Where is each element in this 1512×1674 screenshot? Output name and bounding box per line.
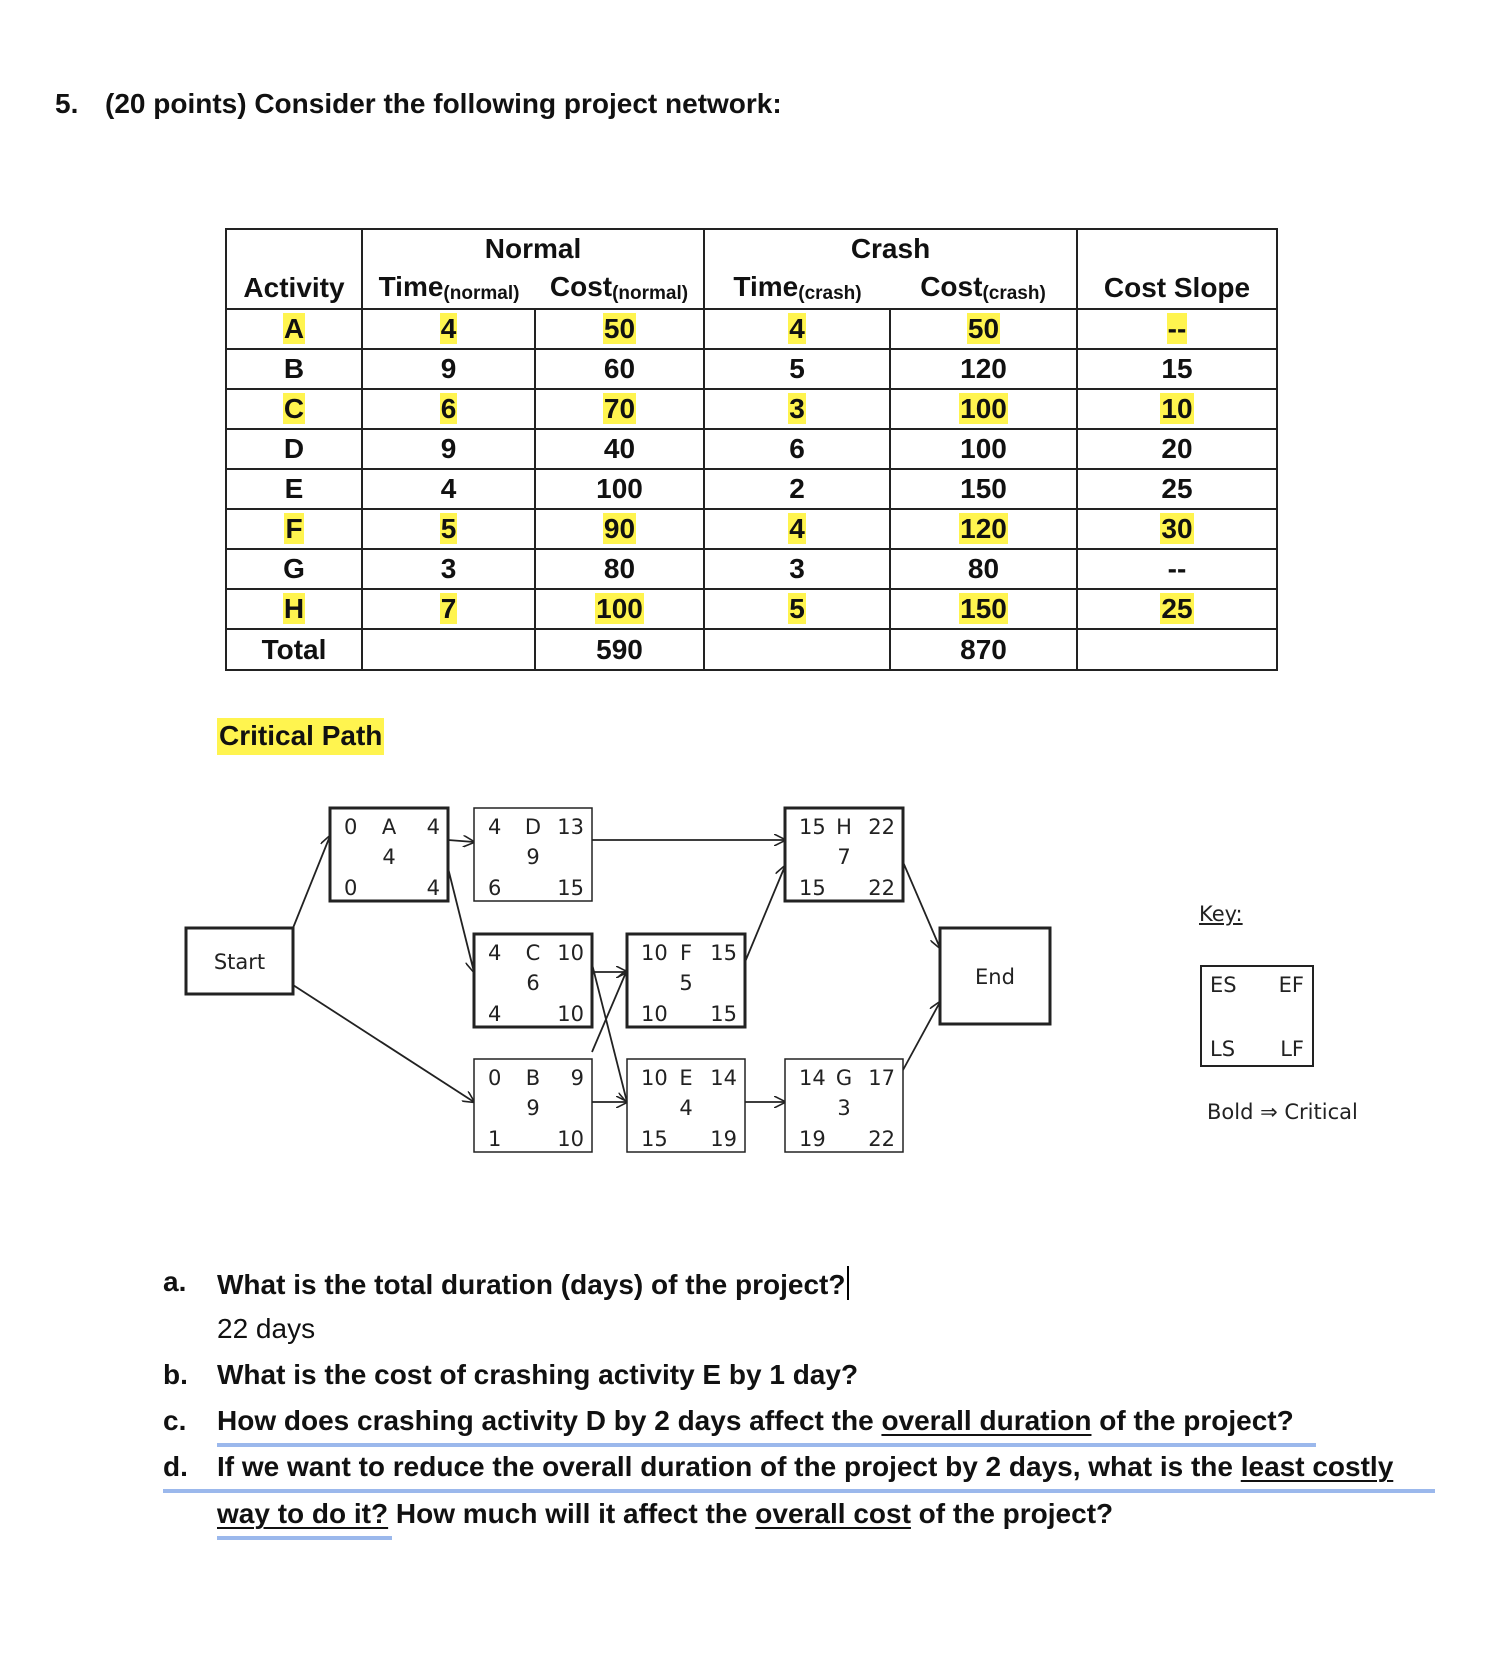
col-time-normal: Time$_{(normal)}$ <box>362 268 535 309</box>
cost-normal-cell-value: 70 <box>603 393 636 424</box>
normal-group-header: Normal <box>362 229 704 268</box>
activity-node-c <box>474 934 592 1027</box>
cost-normal-cell-value: 40 <box>603 433 636 464</box>
network-arrow <box>293 836 330 928</box>
activity-cell-value: G <box>283 553 305 584</box>
time-crash-cell-value: 3 <box>789 393 805 424</box>
cost-crash-cell-value: 120 <box>960 513 1007 544</box>
grammar-underline-d1 <box>163 1489 1435 1493</box>
node-dur: 4 <box>382 845 396 869</box>
node-id: E <box>679 1066 693 1090</box>
part-a-question: What is the total duration (days) of the project? <box>217 1266 849 1301</box>
grammar-underline-c <box>217 1443 1316 1447</box>
cost-normal-cell-value: 50 <box>603 313 636 344</box>
time-normal-cell-value: 3 <box>440 553 457 584</box>
time-crash-cell-value: 4 <box>789 313 805 344</box>
col-cost-crash: Cost$_{(crash)}$ <box>890 268 1077 309</box>
node-id: F <box>679 941 693 965</box>
node-es: 10 <box>641 941 668 965</box>
node-lf: 10 <box>557 1127 584 1151</box>
col-cost-slope: Cost Slope <box>1077 268 1277 309</box>
question-number: 5. <box>55 88 79 119</box>
activity-node-g <box>785 1059 903 1152</box>
node-id: G <box>835 1066 853 1090</box>
node-dur: 4 <box>679 1096 693 1120</box>
activity-cell-value: E <box>284 473 304 504</box>
network-arrow <box>903 862 940 948</box>
cost-crash-cell-value: 120 <box>960 353 1007 384</box>
node-lf: 22 <box>868 876 895 900</box>
node-ef: 14 <box>710 1066 737 1090</box>
cost-crash-cell-value: 150 <box>960 593 1007 624</box>
key-legend: Bold ⇒ Critical <box>1207 1100 1358 1124</box>
time-normal-cell-value: 4 <box>440 473 457 504</box>
part-b-question: What is the cost of crashing activity E by 1 day? <box>217 1359 859 1390</box>
time-crash-cell-value: 5 <box>789 593 805 624</box>
network-arrow <box>745 866 785 962</box>
node-ef: 13 <box>557 815 584 839</box>
node-ef: 10 <box>557 941 584 965</box>
node-ef: 4 <box>426 815 440 839</box>
node-lf: 15 <box>710 1002 737 1026</box>
node-es: 0 <box>344 815 358 839</box>
cost-normal-cell-value: 100 <box>596 593 643 624</box>
cost-crash-cell-value: 150 <box>960 473 1007 504</box>
end-node <box>940 928 1050 1024</box>
cost-slope-cell-value: -- <box>1167 313 1187 344</box>
node-ls: 6 <box>488 876 502 900</box>
col-activity: Activity <box>226 268 362 309</box>
cost-slope-cell-value: 15 <box>1161 353 1193 384</box>
key-es: ES <box>1210 973 1237 997</box>
time-normal-cell-value: 6 <box>440 393 457 424</box>
time-normal-cell-value: 9 <box>440 353 457 384</box>
node-lf: 15 <box>557 876 584 900</box>
cost-slope-cell-value: 25 <box>1161 593 1193 624</box>
node-ls: 15 <box>641 1127 668 1151</box>
part-d-label: d. <box>163 1451 188 1482</box>
node-es: 4 <box>488 941 502 965</box>
node-ef: 22 <box>868 815 895 839</box>
node-ls: 10 <box>641 1002 668 1026</box>
node-ef: 15 <box>710 941 737 965</box>
cost-crash-cell-value: 100 <box>960 393 1007 424</box>
node-id: B <box>525 1066 541 1090</box>
critical-path-label: Critical Path <box>217 718 384 755</box>
time-crash-cell-value: 2 <box>789 473 805 504</box>
node-dur: 9 <box>526 1096 540 1120</box>
time-crash-cell-value: 6 <box>789 433 805 464</box>
grammar-underline-d2 <box>217 1536 392 1540</box>
cost-slope-cell-value: -- <box>1167 553 1187 584</box>
key-lf: LF <box>1280 1037 1304 1061</box>
node-ls: 15 <box>799 876 826 900</box>
network-arrow <box>293 985 474 1102</box>
node-dur: 6 <box>526 971 540 995</box>
node-lf: 10 <box>557 1002 584 1026</box>
node-id: A <box>381 815 397 839</box>
network-arrow <box>448 840 474 842</box>
key-title: Key: <box>1199 902 1243 926</box>
activity-cell-value: C <box>283 393 305 424</box>
part-d-question-line1: If we want to reduce the overall duration of the project by 2 days, what is the least costly <box>217 1451 1394 1482</box>
end-node-label: End <box>975 965 1015 989</box>
node-dur: 5 <box>679 971 693 995</box>
cost-slope-cell-value: 20 <box>1161 433 1193 464</box>
time-normal-cell-value: 7 <box>440 593 457 624</box>
part-c-label: c. <box>163 1405 187 1436</box>
col-cost-normal: Cost$_{(normal)}$ <box>535 268 704 309</box>
key-ls: LS <box>1210 1037 1236 1061</box>
cost-slope-cell-value: 10 <box>1161 393 1193 424</box>
activity-node-e <box>627 1059 745 1152</box>
total-cost-crash: 870 <box>890 629 1077 670</box>
cost-crash-cell-value: 50 <box>967 313 1000 344</box>
node-ls: 19 <box>799 1127 826 1151</box>
activity-cell-value: D <box>283 433 305 464</box>
node-id: H <box>836 815 852 839</box>
start-node <box>186 928 293 994</box>
key-ef: EF <box>1278 973 1304 997</box>
cost-slope-cell-value: 30 <box>1161 513 1193 544</box>
cost-crash-cell-value: 100 <box>960 433 1007 464</box>
total-label: Total <box>226 629 362 670</box>
time-normal-cell-value: 5 <box>440 513 457 544</box>
time-crash-cell-value: 5 <box>789 353 805 384</box>
question-text: (20 points) Consider the following project network: <box>105 88 782 119</box>
node-es: 15 <box>799 815 826 839</box>
node-es: 4 <box>488 815 502 839</box>
network-arrow <box>448 868 474 972</box>
crash-group-header: Crash <box>704 229 1077 268</box>
total-cost-normal: 590 <box>535 629 704 670</box>
activity-cell-value: A <box>283 313 305 344</box>
part-d-question-line2: way to do it? How much will it affect the overall cost of the project? <box>217 1498 1114 1529</box>
cost-crash-cell-value: 80 <box>967 553 1000 584</box>
cost-normal-cell-value: 80 <box>603 553 636 584</box>
node-dur: 9 <box>526 845 540 869</box>
activity-cell-value: F <box>285 513 303 544</box>
time-crash-cell-value: 4 <box>789 513 805 544</box>
time-normal-cell-value: 4 <box>440 313 457 344</box>
cost-normal-cell-value: 100 <box>596 473 643 504</box>
part-c-question: How does crashing activity D by 2 days affect the overall duration of the project? <box>217 1405 1294 1436</box>
activity-node-f <box>627 934 745 1027</box>
node-id: D <box>524 815 542 839</box>
col-time-crash: Time$_{(crash)}$ <box>704 268 890 309</box>
activity-cell-value: H <box>283 593 305 624</box>
activity-node-d <box>474 808 592 901</box>
node-lf: 22 <box>868 1127 895 1151</box>
node-id: C <box>525 941 541 965</box>
activity-node-b <box>474 1059 592 1152</box>
time-crash-cell-value: 3 <box>789 553 805 584</box>
node-ef: 9 <box>570 1066 584 1090</box>
node-ls: 1 <box>488 1127 502 1151</box>
node-dur: 7 <box>837 845 851 869</box>
network-arrow <box>592 964 627 1102</box>
network-arrow <box>903 1002 940 1070</box>
node-ef: 17 <box>868 1066 895 1090</box>
time-normal-cell-value: 9 <box>440 433 457 464</box>
key-box <box>1200 965 1314 1067</box>
node-lf: 4 <box>426 876 440 900</box>
node-ls: 0 <box>344 876 358 900</box>
part-b-label: b. <box>163 1359 188 1390</box>
start-node-label: Start <box>213 950 266 974</box>
cost-slope-cell-value: 25 <box>1161 473 1193 504</box>
node-es: 14 <box>799 1066 826 1090</box>
part-a-label: a. <box>163 1266 187 1297</box>
node-es: 10 <box>641 1066 668 1090</box>
activity-cell-value: B <box>283 353 305 384</box>
activity-node-h <box>785 808 903 901</box>
node-lf: 19 <box>710 1127 737 1151</box>
cost-normal-cell-value: 60 <box>603 353 636 384</box>
cost-normal-cell-value: 90 <box>603 513 636 544</box>
node-ls: 4 <box>488 1002 502 1026</box>
activity-node-a <box>330 808 448 901</box>
text-cursor <box>847 1266 849 1300</box>
node-es: 0 <box>488 1066 502 1090</box>
node-dur: 3 <box>837 1096 851 1120</box>
part-a-answer: 22 days <box>217 1313 316 1344</box>
